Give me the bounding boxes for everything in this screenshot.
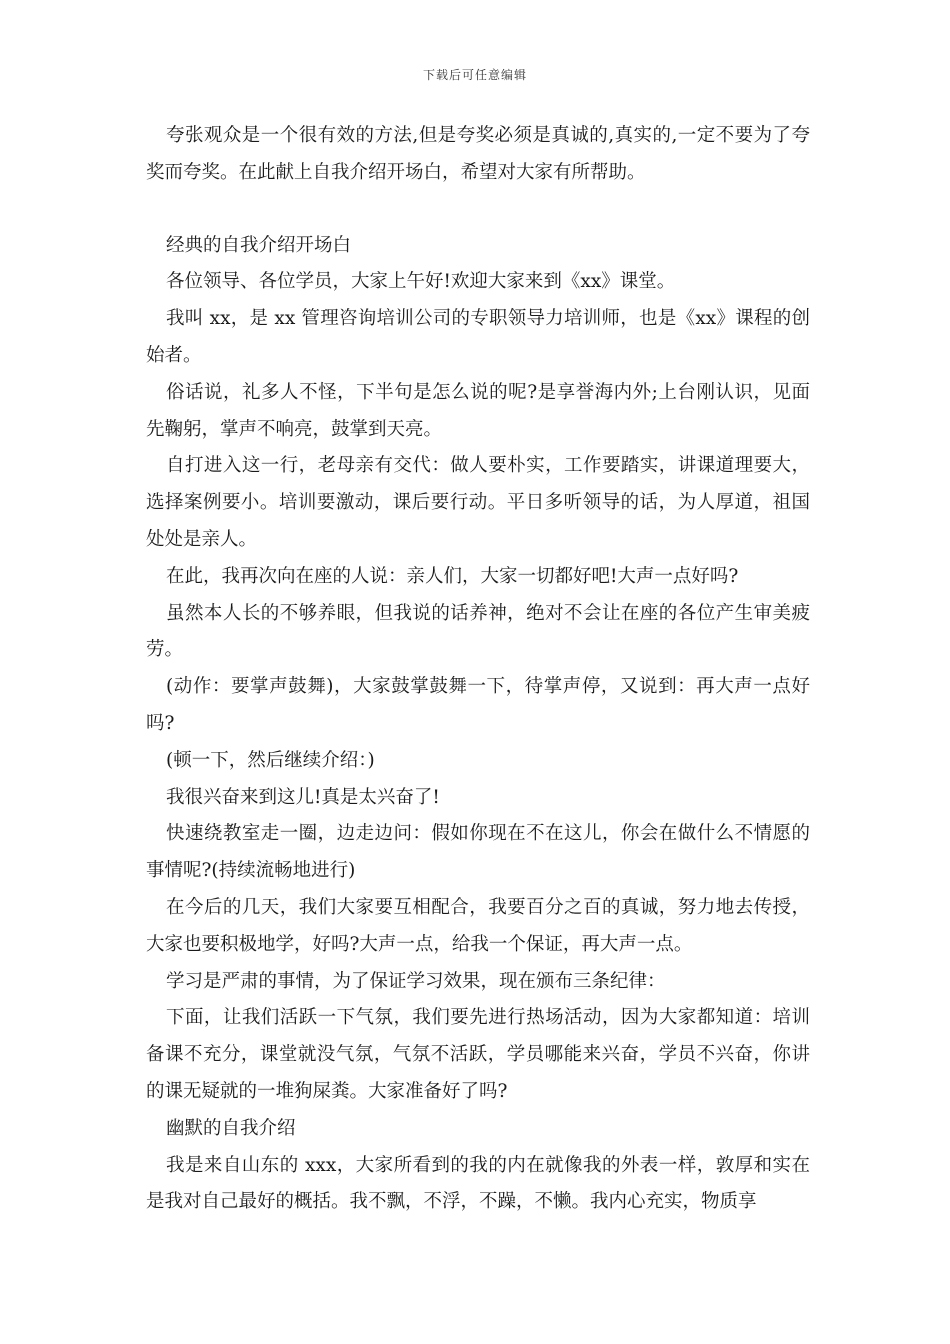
paragraph: 我叫 xx，是 xx 管理咨询培训公司的专职领导力培训师，也是《xx》课程的创始者。 [146, 308, 810, 366]
paragraph: (顿一下，然后继续介绍：) [166, 749, 375, 771]
paragraph: 在此，我再次向在座的人说：亲人们，大家一切都好吧!大声一点好吗? [166, 565, 739, 587]
section-heading: 经典的自我介绍开场白 [166, 234, 352, 256]
paragraph: 夸张观众是一个很有效的方法,但是夸奖必须是真诚的,真实的,一定不要为了夸奖而夸奖。在此献上自我介绍开场白，希望对大家有所帮助。 [146, 125, 810, 183]
paragraph: 在今后的几天，我们大家要互相配合，我要百分之百的真诚，努力地去传授，大家也要积极地学，好吗?大声一点，给我一个保证，再大声一点。 [146, 896, 810, 955]
paragraph: (动作：要掌声鼓舞)，大家鼓掌鼓舞一下，待掌声停，又说到：再大声一点好吗? [146, 676, 810, 734]
paragraph: 虽然本人长的不够养眼，但我说的话养神，绝对不会让在座的各位产生审美疲劳。 [146, 602, 810, 661]
paragraph: 我是来自山东的 xxx，大家所看到的我的内在就像我的外表一样，敦厚和实在是我对自己最好的概括。我不飘，不浮，不躁，不懒。我内心充实，物质享 [146, 1154, 810, 1213]
paragraph: 各位领导、各位学员，大家上午好!欢迎大家来到《xx》课堂。 [166, 271, 676, 293]
section-heading: 幽默的自我介绍 [166, 1117, 296, 1139]
document-body [146, 118, 810, 1221]
paragraph: 我很兴奋来到这儿!真是太兴奋了! [166, 786, 440, 808]
paragraph: 下面，让我们活跃一下气氛，我们要先进行热场活动，因为大家都知道：培训备课不充分，课堂就没气氛，气氛不活跃，学员哪能来兴奋，学员不兴奋，你讲的课无疑就的一堆狗屎粪。大家准备好了吗? [146, 1007, 810, 1102]
blank-line [146, 192, 810, 228]
paragraph: 快速绕教室走一圈，边走边问：假如你现在不在这儿，你会在做什么不情愿的事情呢?(持续流畅地进行) [146, 823, 810, 882]
paragraph: 俗话说，礼多人不怪，下半句是怎么说的呢?是享誉海内外;上台刚认识，见面先鞠躬，掌声不响亮，鼓掌到天亮。 [146, 381, 810, 440]
paragraph: 自打进入这一行，老母亲有交代：做人要朴实，工作要踏实，讲课道理要大，选择案例要小。培训要激动，课后要行动。平日多听领导的话，为人厚道，祖国处处是亲人。 [146, 455, 810, 550]
page-header: 下载后可任意编辑 [422, 68, 527, 82]
paragraph: 学习是严肃的事情，为了保证学习效果，现在颁布三条纪律： [166, 970, 666, 992]
